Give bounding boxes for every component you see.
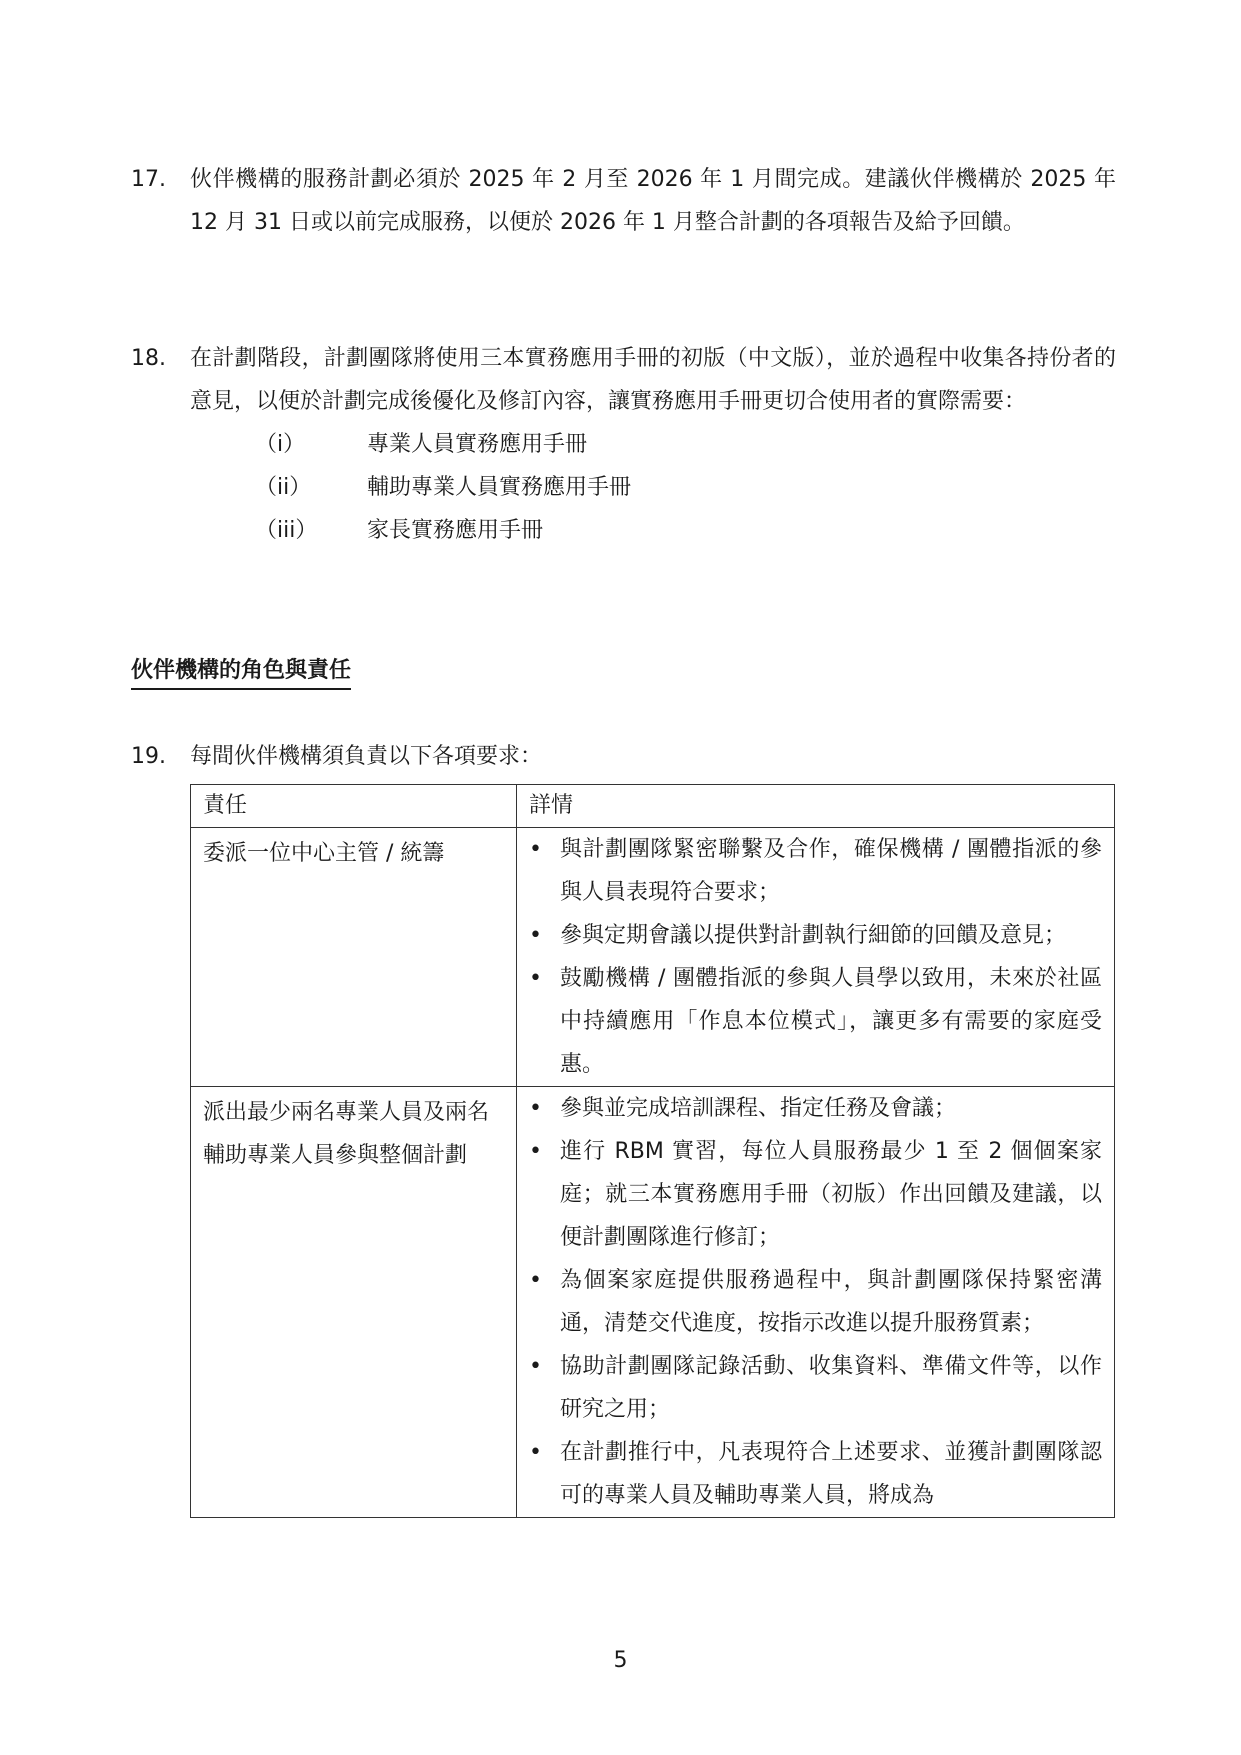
page-number: 5	[613, 1648, 628, 1673]
paragraph-number: 18.	[131, 346, 166, 371]
paragraph-17	[131, 158, 1116, 244]
bullet-icon: •	[529, 923, 542, 948]
handbook-list	[255, 423, 1116, 552]
responsibility-table	[190, 784, 1115, 1518]
detail-text: 在計劃推行中，凡表現符合上述要求、並獲計劃團隊認可的專業人員及輔助專業人員，將成為	[560, 1440, 1102, 1508]
detail-text: 為個案家庭提供服務過程中，與計劃團隊保持緊密溝通，清楚交代進度，按指示改進以提升服務質素；	[560, 1268, 1102, 1336]
list-item	[527, 957, 1102, 1086]
list-item	[527, 1345, 1102, 1431]
list-label: （ii）	[255, 475, 312, 500]
list-item	[255, 509, 1116, 552]
table-row	[191, 1087, 1115, 1518]
bullet-icon: •	[529, 1139, 542, 1164]
paragraph-text: 在計劃階段，計劃團隊將使用三本實務應用手冊的初版（中文版），並於過程中收集各持份者的意見，以便於計劃完成後優化及修訂內容，讓實務應用手冊更切合使用者的實際需要：	[190, 346, 1116, 414]
list-label: （i）	[255, 432, 306, 457]
list-text: 輔助專業人員實務應用手冊	[367, 475, 632, 500]
detail-text: 協助計劃團隊記錄活動、收集資料、準備文件等，以作研究之用；	[560, 1354, 1102, 1422]
bullet-icon: •	[529, 966, 542, 991]
list-item	[527, 914, 1102, 957]
bullet-icon: •	[529, 837, 542, 862]
detail-text: 與計劃團隊緊密聯繫及合作，確保機構 / 團體指派的參與人員表現符合要求；	[560, 837, 1102, 905]
list-item	[527, 1259, 1102, 1345]
bullet-icon: •	[529, 1268, 542, 1293]
bullet-icon: •	[529, 1440, 542, 1465]
list-item	[255, 423, 1116, 466]
list-item	[527, 1087, 1102, 1130]
section-heading: 伙伴機構的角色與責任	[131, 656, 351, 690]
list-item	[527, 1130, 1102, 1259]
table-header-row	[191, 785, 1115, 828]
paragraph-text: 伙伴機構的服務計劃必須於 2025 年 2 月至 2026 年 1 月間完成。建議伙伴機構於 2025 年 12 月 31 日或以前完成服務，以便於 2026 年 1 月整合計劃的各項報告及給予回饋。	[190, 167, 1116, 235]
paragraph-number: 17.	[131, 167, 166, 192]
detail-text: 參與並完成培訓課程、指定任務及會議；	[560, 1096, 957, 1121]
list-item	[255, 466, 1116, 509]
bullet-icon: •	[529, 1354, 542, 1379]
list-item	[527, 828, 1102, 914]
responsibility-cell: 委派一位中心主管 / 統籌	[191, 828, 517, 1087]
responsibility-cell: 派出最少兩名專業人員及兩名輔助專業人員參與整個計劃	[191, 1087, 517, 1518]
detail-text: 參與定期會議以提供對計劃執行細節的回饋及意見；	[560, 923, 1067, 948]
details-cell	[517, 1087, 1115, 1518]
table-row	[191, 828, 1115, 1087]
details-cell	[517, 828, 1115, 1087]
list-text: 專業人員實務應用手冊	[367, 432, 588, 457]
paragraph-text: 每間伙伴機構須負責以下各項要求：	[190, 744, 543, 769]
detail-text: 進行 RBM 實習，每位人員服務最少 1 至 2 個個案家庭；就三本實務應用手冊（初版）作出回饋及建議，以便計劃團隊進行修訂；	[560, 1139, 1102, 1250]
table-header: 責任	[191, 785, 517, 828]
paragraph-number: 19.	[131, 744, 166, 769]
paragraph-18	[131, 337, 1116, 552]
paragraph-19	[131, 735, 1116, 778]
table-header: 詳情	[517, 785, 1115, 828]
list-text: 家長實務應用手冊	[367, 518, 544, 543]
list-item	[527, 1431, 1102, 1517]
bullet-icon: •	[529, 1096, 542, 1121]
list-label: （iii）	[255, 518, 318, 543]
detail-text: 鼓勵機構 / 團體指派的參與人員學以致用，未來於社區中持續應用「作息本位模式」，讓更多有需要的家庭受惠。	[560, 966, 1102, 1077]
